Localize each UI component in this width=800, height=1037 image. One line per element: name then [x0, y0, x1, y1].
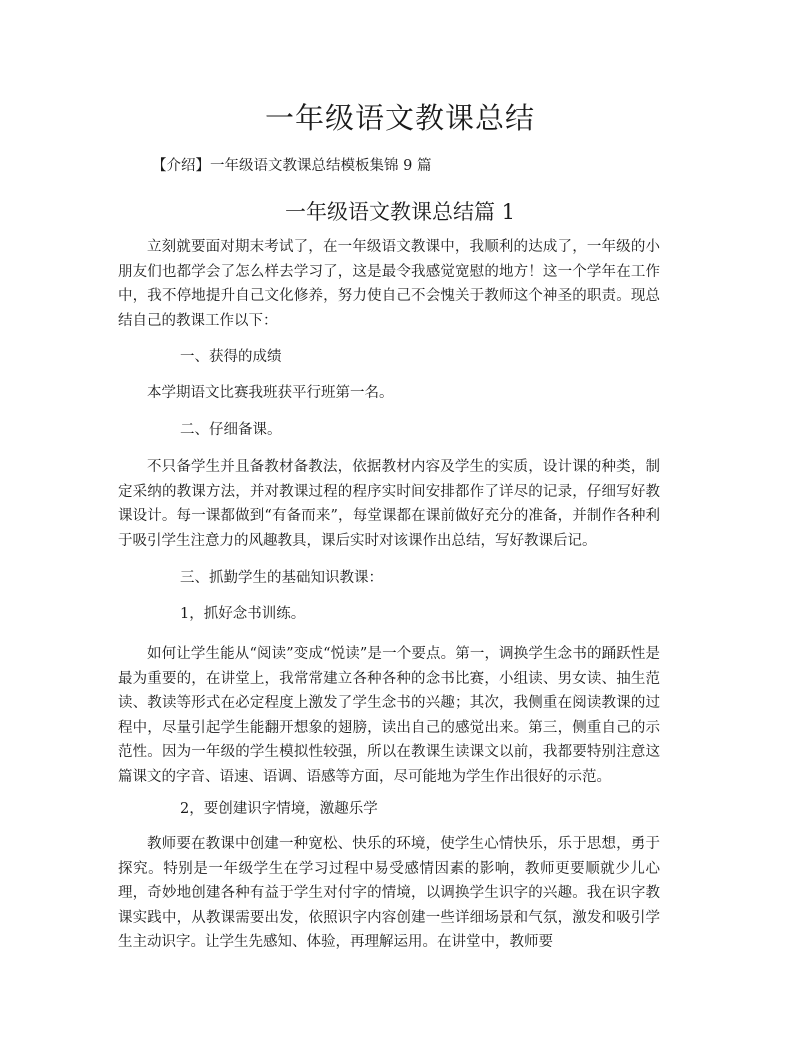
paragraph-opening: 立刻就要面对期末考试了，在一年级语文教课中，我顺利的达成了，一年级的小朋友们也都学会了怎么样去学习了，这是最令我感觉宽慰的地方！这一个学年在工作中，我不停地提升自己文化修养，努力使自己不会愧关于教师这个神圣的职责。现总结自己的教课工作以下：: [118, 239, 660, 329]
document-intro: 【介绍】一年级语文教课总结模板集锦 9 篇: [152, 158, 432, 174]
subheading-literacy-context: 2，要创建识字情境，激趣乐学: [180, 801, 378, 817]
subheading-reading-training: 1，抓好念书训练。: [180, 606, 306, 622]
heading-lesson-prep: 二、仔细备课。: [180, 422, 282, 438]
section-subtitle: 一年级语文教课总结篇 1: [284, 200, 516, 224]
document-title: 一年级语文教课总结: [264, 101, 535, 135]
paragraph-reading-training: 如何让学生能从“阅读”变成“悦读”是一个要点。第一，调换学生念书的踊跃性是最为重要的，在讲堂上，我常常建立各种各种的念书比赛，小组读、男女读、抽生范读、教读等形式在必定程度上激发了学生念书的兴趣；其次，我侧重在阅读教课的过程中，尽量引起学生能翻开想象的翅膀，读出自己的感觉出来。第三，侧重自己的示范性。因为一年级的学生模拟性较强，所以在教课生读课文以前，我都要特别注意这篇课文的字音、语速、语调、语感等方面，尽可能地为学生作出很好的示范。: [118, 646, 660, 785]
heading-basic-knowledge: 三、抓勤学生的基础知识教课：: [180, 570, 383, 586]
paragraph-literacy-context: 教师要在教课中创建一种宽松、快乐的环境，使学生心情快乐，乐于思想，勇于探究。特别是一年级学生在学习过程中易受感情因素的影响，教师更要顺就少儿心理，奇妙地创建各种有益于学生对付字的情境，以调换学生识字的兴趣。我在识字教课实践中，从教课需要出发，依照识字内容创建一些详细场景和气氛，激发和吸引学生主动识字。让学生先感知、体验，再理解运用。在讲堂中，教师要: [118, 836, 660, 950]
heading-achievements: 一、获得的成绩: [180, 349, 282, 365]
paragraph-achievements: 本学期语文比赛我班获平行班第一名。: [147, 385, 394, 401]
paragraph-lesson-prep: 不只备学生并且备教材备教法，依据教材内容及学生的实质，设计课的种类，制定采纳的教课方法，并对教课过程的程序实时间安排都作了详尽的记录，仔细写好教课设计。每一课都做到“有备而来”，每堂课都在课前做好充分的准备，并制作各种利于吸引学生注意力的风趣教具，课后实时对该课作出总结，写好教课后记。: [118, 459, 660, 549]
